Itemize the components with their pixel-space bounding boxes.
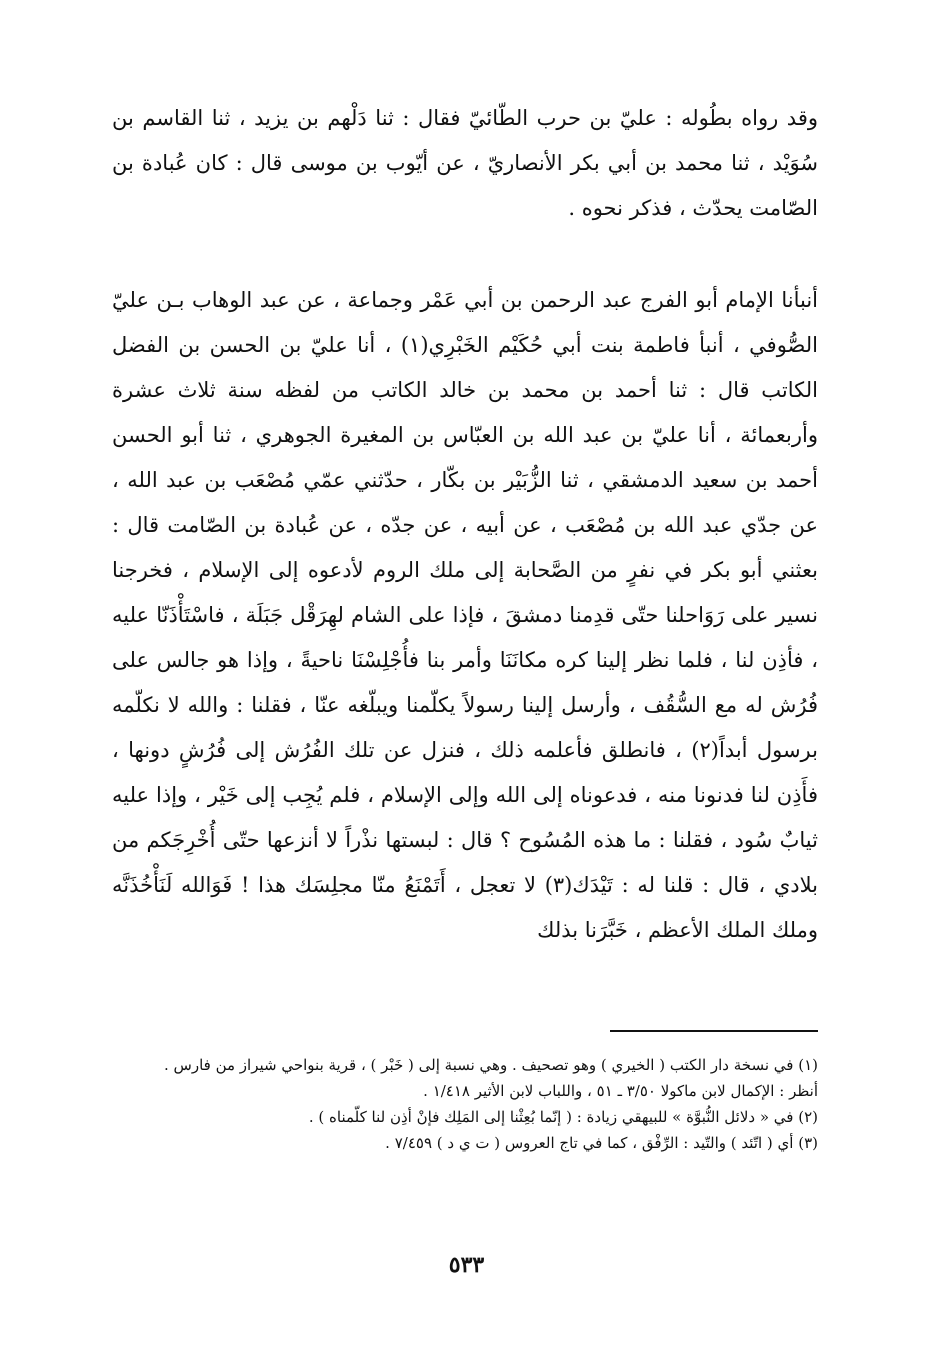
footnote-2: (٢) في « دلائل النُّبوَّة » للبيهقي زيادة : ( إنّما بُعِثْنا إلى المَلِك فإنْ أذِن لنا كلّمناه ) . xyxy=(308,1108,818,1126)
footnote-divider xyxy=(610,1030,818,1032)
page-number: ٥٣٣ xyxy=(448,1252,485,1278)
footnote-3: (٣) أي ( اتّئد ) والتّيد : الرِّفْق ، كما في تاج العروس ( ت ي د ) ٧/٤٥٩ . xyxy=(385,1134,818,1152)
paragraph-2: أنبأنا الإمام أبو الفرج عبد الرحمن بن أبي عَمْر وجماعة ، عن عبد الوهاب بـن عليّ الصُّوفي ، أنبأ فاطمة بنت أبي حُكَيْم الخَبْرِي(١) ، أنا عليّ بن الحسن بن الفضل الكاتب قال : ثنا أحمد بن محمد بن خالد الكاتب من لفظه سنة ثلاث عشرة وأربعمائة ، أنا عليّ بن عبد الله بن العبّاس بن المغيرة الجوهري ، ثنا أبو الحسن أحمد بن سعيد الدمشقي ، ثنا الزُّبَيْر بن بكّار ، حدّثني عمّي مُصْعَب بن عبد الله ، عن جدّي عبد الله بن مُصْعَب ، عن أبيه ، عن جدّه ، عن عُبادة بن الصّامت قال : بعثني أبو بكر في نفرٍ من الصَّحابة إلى ملك الروم لأدعوه إلى الإسلام ، فخرجنا نسير على رَوَاحلنا حتّى قدِمنا دمشقَ ، فإذا على الشام لهِرَقْل جَبَلَة ، فاسْتَأْذَنّا عليه ، فأذِن لنا ، فلما نظر إلينا كره مكانَنَا وأمر بنا فأُجْلِسْنَا ناحيةً ، وإذا هو جالس على فُرُش له مع السُّقُف ، وأرسل إلينا رسولاً يكلّمنا ويبلّغه عنّا ، فقلنا : والله لا نكلّمه برسول أبداً(٢) ، فانطلق فأعلمه ذلك ، فنزل عن تلك الفُرُش إلى فُرُشٍ دونها ، فأَذِن لنا فدنونا منه ، فدعوناه إلى الله وإلى الإسلام ، فلم يُجِب إلى خَيْر ، وإذا عليه ثيابٌ سُود ، فقلنا : ما هذه المُسُوح ؟ قال : لبستها نذْراً لا أنزعها حتّى أُخْرِجَكم من بلادي ، قال : قلنا له : تَيْدَك(٣) لا تعجل ، أَتَمْنَعُ منّا مجلِسَك هذا ! فَوَالله لَنَأْخُذَنَّه وملك الملك الأعظم ، خَبَّرَنا بذلك xyxy=(112,288,818,942)
footnotes xyxy=(112,1052,818,1156)
footnote-1-continued: أنظر : الإكمال لابن ماكولا ٣/٥٠ ـ ٥١ ، واللباب لابن الأثير ١/٤١٨ . xyxy=(423,1082,818,1100)
footnote-1: (١) في نسخة دار الكتب ( الخيري ) وهو تصحيف . وهي نسبة إلى ( خَبْر ) ، قرية بنواحي شيراز من فارس . xyxy=(163,1056,818,1074)
paragraph-1: وقد رواه بطُوله : عليّ بن حرب الطّائيّ فقال : ثنا دَلْهم بن يزيد ، ثنا القاسم بن سُوَيْد ، ثنا محمد بن أبي بكر الأنصاريّ ، عن أيّوب بن موسى قال : كان عُبادة بن الصّامت يحدّث ، فذكر نحوه . xyxy=(112,106,818,220)
